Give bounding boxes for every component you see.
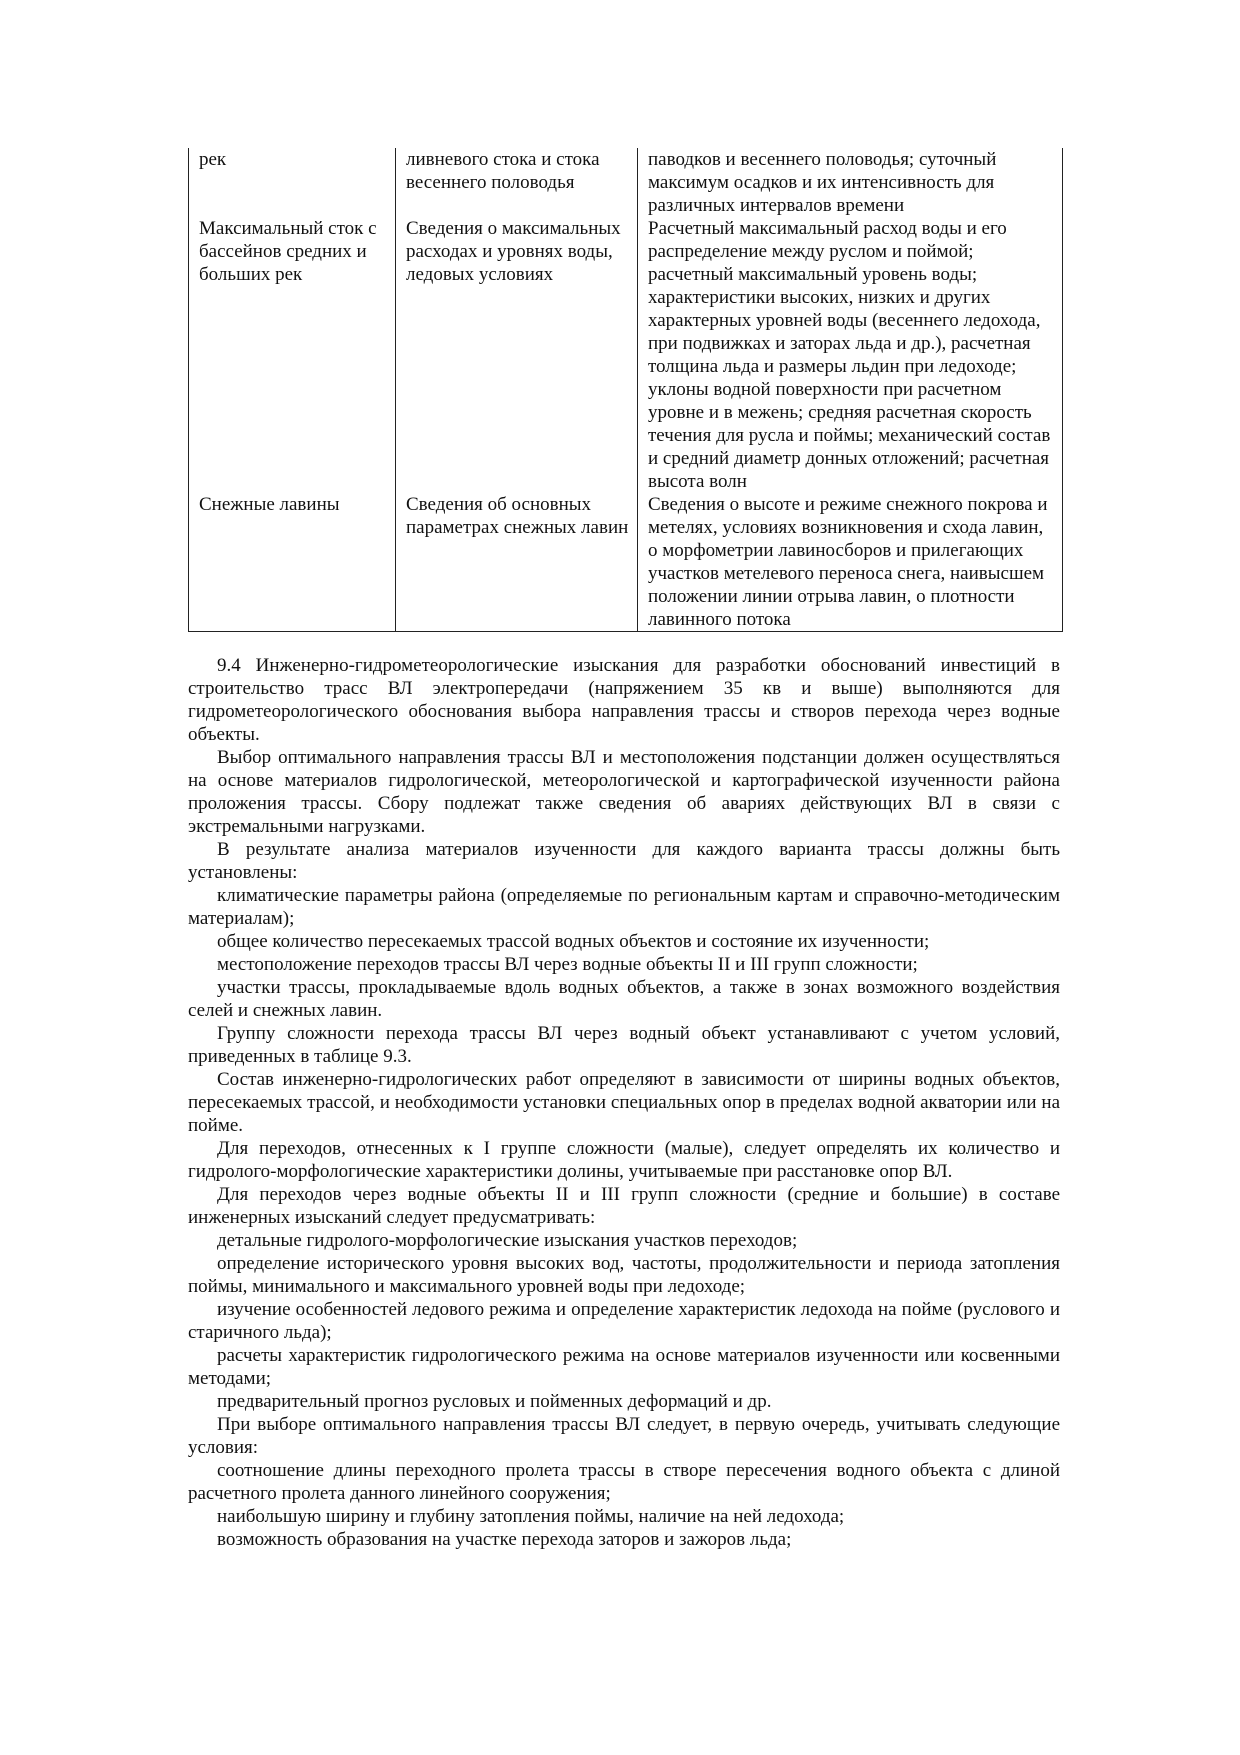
- table-cell-phenomenon: Максимальный сток с бассейнов средних и больших рек: [189, 217, 396, 493]
- list-item: соотношение длины переходного пролета трассы в створе пересечения водного объекта с длиной расчетного пролета данного линейного сооружения;: [188, 1460, 1060, 1504]
- table-cell-data-type: ливневого стока и стока весеннего половодья: [396, 148, 638, 217]
- paragraph-section-9-4: 9.4 Инженерно-гидрометеорологические изыскания для разработки обоснований инвестиций в строительство трасс ВЛ электропередачи (напряжением 35 кв и выше) выполняются для гидрометеорологического обоснования выбора направления трассы и створов перехода через водные объекты.: [188, 655, 1060, 745]
- list-item: расчеты характеристик гидрологического режима на основе материалов изученности или косвенными методами;: [188, 1345, 1060, 1389]
- paragraph: Для переходов, отнесенных к I группе сложности (малые), следует определять их количество и гидролого-морфологические характеристики долины, учитываемые при расстановке опор ВЛ.: [188, 1138, 1060, 1182]
- body-text: [188, 654, 1060, 1551]
- paragraph: При выборе оптимального направления трассы ВЛ следует, в первую очередь, учитывать следующие условия:: [188, 1414, 1060, 1458]
- list-item: изучение особенностей ледового режима и определение характеристик ледохода на пойме (руслового и старичного льда);: [188, 1299, 1060, 1343]
- list-item: местоположение переходов трассы ВЛ через водные объекты II и III групп сложности;: [217, 954, 918, 975]
- table-row: [189, 148, 1063, 217]
- list-item: общее количество пересекаемых трассой водных объектов и состояние их изученности;: [217, 931, 930, 952]
- list-item: возможность образования на участке перехода заторов и зажоров льда;: [217, 1529, 792, 1550]
- list-item: предварительный прогноз русловых и пойменных деформаций и др.: [217, 1391, 772, 1412]
- table-cell-characteristics: Расчетный максимальный расход воды и его распределение между руслом и поймой; расчетный максимальный уровень воды; характеристики высоких, низких и других характерных уровней воды (весеннего ледохода, при подвижках и заторах льда и др.), расчетная толщина льда и размеры льдин при ледоходе; уклоны водной поверхности при расчетном уровне и в межень; средняя расчетная скорость течения для русла и поймы; механический состав и средний диаметр донных отложений; расчетная высота волн: [638, 217, 1063, 493]
- list-item: климатические параметры района (определяемые по региональным картам и справочно-методическим материалам);: [188, 885, 1060, 929]
- list-item: участки трассы, прокладываемые вдоль водных объектов, а также в зонах возможного воздействия селей и снежных лавин.: [188, 977, 1060, 1021]
- table-row: [189, 217, 1063, 493]
- table-cell-phenomenon: Снежные лавины: [189, 493, 396, 632]
- paragraph: Группу сложности перехода трассы ВЛ через водный объект устанавливают с учетом условий, приведенных в таблице 9.3.: [188, 1023, 1060, 1067]
- paragraph: В результате анализа материалов изученности для каждого варианта трассы должны быть установлены:: [188, 839, 1060, 883]
- list-item: наибольшую ширину и глубину затопления поймы, наличие на ней ледохода;: [217, 1506, 845, 1527]
- paragraph: Состав инженерно-гидрологических работ определяют в зависимости от ширины водных объектов, пересекаемых трассой, и необходимости установки специальных опор в пределах водной акватории или на пойме.: [188, 1069, 1060, 1136]
- hydrometeorological-table: [188, 148, 1063, 632]
- table-row: [189, 493, 1063, 632]
- paragraph: Выбор оптимального направления трассы ВЛ и местоположения подстанции должен осуществляться на основе материалов гидрологической, метеорологической и картографической изученности района проложения трассы. Сбору подлежат также сведения об авариях действующих ВЛ в связи с экстремальными нагрузками.: [188, 747, 1060, 837]
- table-cell-data-type: Сведения об основных параметрах снежных лавин: [396, 493, 638, 632]
- table-cell-characteristics: паводков и весеннего половодья; суточный максимум осадков и их интенсивность для различных интервалов времени: [638, 148, 1063, 217]
- list-item: определение исторического уровня высоких вод, частоты, продолжительности и периода затопления поймы, минимального и максимального уровней воды при ледоходе;: [188, 1253, 1060, 1297]
- table-cell-phenomenon: рек: [189, 148, 396, 217]
- table-cell-characteristics: Сведения о высоте и режиме снежного покрова и метелях, условиях возникновения и схода лавин, о морфометрии лавиносборов и прилегающих участков метелевого переноса снега, наивысшем положении линии отрыва лавин, о плотности лавинного потока: [638, 493, 1063, 632]
- table-cell-data-type: Сведения о максимальных расходах и уровнях воды, ледовых условиях: [396, 217, 638, 493]
- list-item: детальные гидролого-морфологические изыскания участков переходов;: [217, 1230, 798, 1251]
- paragraph: Для переходов через водные объекты II и III групп сложности (средние и большие) в составе инженерных изысканий следует предусматривать:: [188, 1184, 1060, 1228]
- document-page: [188, 148, 1060, 1551]
